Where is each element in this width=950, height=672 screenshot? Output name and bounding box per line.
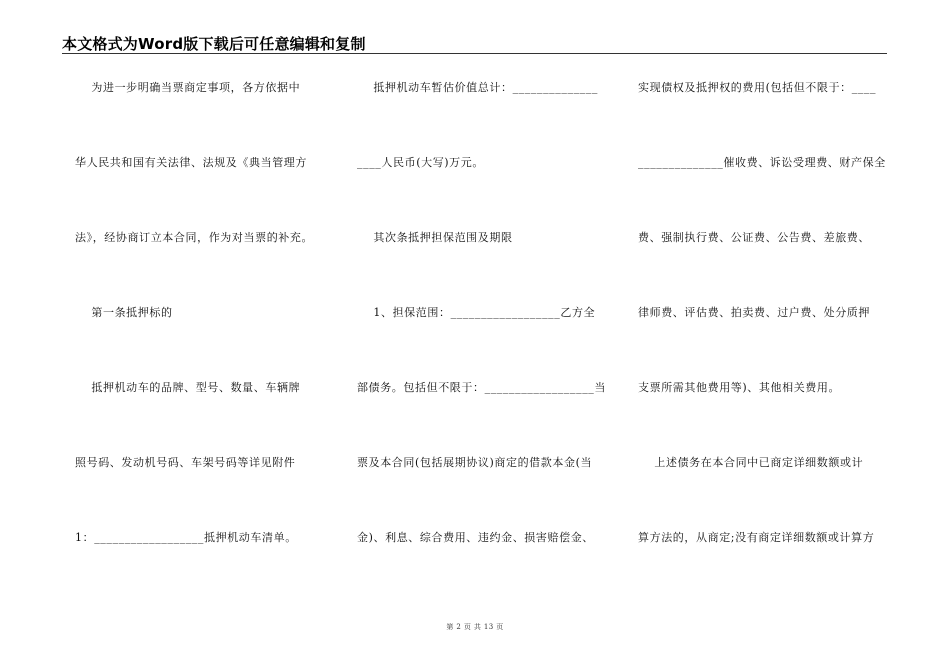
body-line: 票及本合同(包括展期协议)商定的借款本金(当 — [357, 456, 593, 469]
body-line: 费、强制执行费、公证费、公告费、差旅费、 — [638, 231, 870, 244]
body-line: 抵押机动车暂估价值总计：______________ — [357, 81, 598, 94]
body-line: 1、担保范围：__________________乙方全 — [357, 306, 596, 319]
header-title: 本文格式为Word版下载后可任意编辑和复制 — [62, 35, 366, 53]
body-line: 金)、利息、综合费用、违约金、损害赔偿金、 — [357, 531, 594, 544]
body-line: 抵押机动车的品牌、型号、数量、车辆牌 — [75, 381, 301, 394]
body-line: 律师费、评估费、拍卖费、过户费、处分质押 — [638, 306, 870, 319]
text-column-2 — [357, 0, 617, 672]
section-heading: 其次条抵押担保范围及期限 — [357, 231, 513, 244]
section-heading: 第一条抵押标的 — [75, 306, 173, 319]
text-column-3 — [638, 0, 898, 672]
body-line: 支票所需其他费用等)、其他相关费用。 — [638, 381, 841, 394]
page-number: 第 2 页 共 13 页 — [446, 623, 504, 631]
body-line: 算方法的，从商定;没有商定详细数额或计算方 — [638, 531, 875, 544]
body-line: ____人民币(大写)万元。 — [357, 156, 484, 169]
body-line: 华人民共和国有关法律、法规及《典当管理方 — [75, 156, 307, 169]
body-line: ______________催收费、诉讼受理费、财产保全 — [638, 156, 886, 169]
body-line: 部债务。包括但不限于：__________________当 — [357, 381, 606, 394]
text-column-1 — [75, 0, 335, 672]
body-line: 法》，经协商订立本合同，作为对当票的补充。 — [75, 231, 314, 244]
body-line: 上述债务在本合同中已商定详细数额或计 — [638, 456, 864, 469]
body-line: 1：__________________抵押机动车清单。 — [75, 531, 297, 544]
body-line: 为进一步明确当票商定事项，各方依据中 — [75, 81, 301, 94]
body-line: 照号码、发动机号码、车架号码等详见附件 — [75, 456, 296, 469]
body-line: 实现债权及抵押权的费用(包括但不限于：____ — [638, 81, 877, 94]
